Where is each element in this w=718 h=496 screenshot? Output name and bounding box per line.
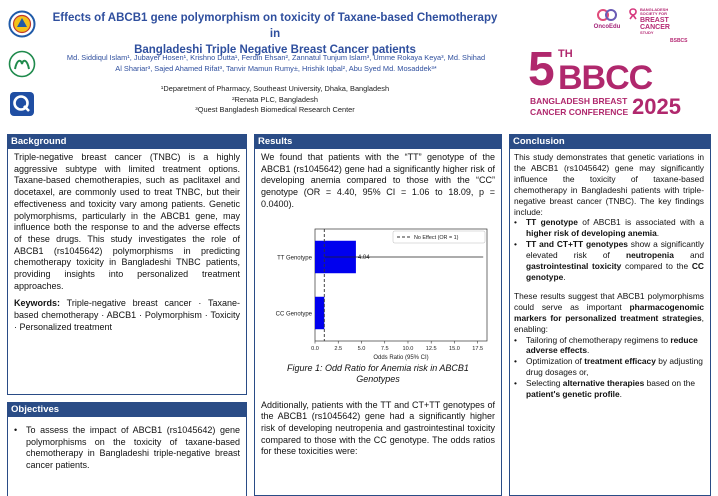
- sponsor-bscs: [640, 8, 698, 36]
- renata-logo-icon: [8, 50, 36, 78]
- objective-text: To assess the impact of ABCB1 (rs1045642) gene polymorphisms on the toxicity of taxane-based chemotherapy in Bangladeshi triple-negative breast cancer patients.: [26, 425, 240, 471]
- conference-subtitle: BANGLADESH BREAST: [530, 96, 628, 106]
- list-item: [514, 378, 704, 400]
- emphasis: pharmacogenomic markers for personalized treatment strategies: [514, 301, 704, 323]
- bullet-icon: •: [514, 239, 517, 250]
- affiliations: [60, 84, 490, 116]
- university-logo-icon: [8, 10, 36, 38]
- emphasis: treatment efficacy: [584, 356, 656, 367]
- emphasis: CC genotype: [526, 261, 704, 282]
- text-run: .: [563, 271, 566, 282]
- background-section: [7, 149, 247, 395]
- enable-text: [526, 356, 704, 378]
- sponsor-text: SOCIETY FOR: [640, 11, 668, 17]
- text-run: and: [673, 250, 704, 261]
- conference-acronym: BBCC: [558, 59, 653, 97]
- sponsor-text: BANGLADESH: [640, 7, 669, 12]
- conclusion-heading: Conclusion: [509, 134, 711, 149]
- objectives-heading: Objectives: [7, 402, 247, 417]
- text-run: These results suggest that ABCB1 polymorphisms could serve as important: [514, 290, 704, 312]
- x-tick-label: 2.5: [334, 345, 343, 352]
- conference-subtitle: CANCER CONFERENCE: [530, 107, 629, 117]
- list-item: [14, 425, 240, 472]
- list-item: [514, 239, 704, 283]
- text-run: of ABCB1 is associated with a: [577, 217, 704, 228]
- title-line: Bangladeshi Triple Negative Breast Cancer patients: [134, 44, 416, 56]
- finding-text: [526, 217, 704, 239]
- conclusion-section: [509, 149, 711, 496]
- odds-ratio-chart: [265, 221, 495, 361]
- results-paragraph: Additionally, patients with the TT and CT+TT genotypes of the ABCB1 (rs1045642) gene had a significantly higher risk of developing neutropenia and gastrointestinal toxicity compared to those with the CC genotype. The odds ratios for these toxicities were:: [261, 399, 495, 457]
- enable-text: [526, 335, 704, 357]
- author-line: Al Shariar³, Sajed Ahamed Rifat³, Tanvir Mamun Rumy±, Hrishik Iqbal², Abu Syed Md. Mosaddek³*: [115, 64, 437, 73]
- results-paragraph: We found that patients with the “TT” genotype of the ABCB1 (rs1045642) gene had a significantly higher risk of developing anemia compared to those with the “CC” genotype (OR = 4.40, 95% CI = 1.06 to 18.09, p = 0.0400).: [261, 152, 495, 209]
- chart-bar: [315, 296, 324, 328]
- poster-title: [50, 10, 500, 58]
- bullet-icon: •: [14, 425, 18, 435]
- caption-line: Genotypes: [356, 374, 400, 385]
- background-heading: Background: [7, 134, 247, 149]
- finding-text: [526, 239, 704, 283]
- text-run: compared to the: [621, 261, 692, 272]
- quest-logo-icon: [8, 90, 36, 118]
- text-run: by adjusting drug dosages or,: [526, 356, 703, 378]
- affiliation-item: ³Quest Bangladesh Biomedical Research Center: [195, 105, 355, 114]
- x-tick-label: 10.0: [402, 345, 414, 352]
- x-tick-label: 17.5: [472, 345, 484, 352]
- text-run: , enabling:: [514, 312, 704, 334]
- bbcc-logo: [528, 43, 708, 98]
- text-run: based on the: [644, 378, 696, 389]
- sponsor-abbr: BSBCS: [670, 38, 688, 44]
- oncoedu-logo-icon: [596, 8, 618, 22]
- caption-line: Figure 1: Odd Ratio for Anemia risk in ABCB1: [287, 362, 469, 373]
- bullet-icon: •: [514, 334, 517, 345]
- figure-caption: [261, 363, 495, 386]
- emphasis: neutropenia: [625, 250, 674, 261]
- y-tick-label: CC Genotype: [275, 311, 312, 318]
- bar-data-label: 4.04: [357, 254, 370, 261]
- author-list: [46, 52, 506, 74]
- conclusion-suggestion: [514, 291, 704, 335]
- x-axis-label: Odds Ratio (95% CI): [373, 354, 429, 361]
- emphasis: TT genotype: [526, 217, 578, 228]
- text-run: Selecting: [526, 378, 563, 389]
- results-section: [254, 149, 502, 496]
- x-tick-label: 12.5: [425, 345, 437, 352]
- x-tick-label: 15.0: [449, 345, 460, 352]
- list-item: [514, 356, 704, 378]
- text-run: .: [587, 345, 590, 356]
- text-run: Optimization of: [526, 356, 585, 367]
- emphasis: higher risk of developing anemia: [526, 228, 657, 239]
- emphasis: alternative therapies: [562, 378, 645, 389]
- sponsor-text: CANCER: [640, 24, 670, 32]
- pink-ribbon-icon: [628, 8, 638, 20]
- middle-column: [254, 134, 502, 496]
- text-run: show a significantly elevated risk of: [526, 239, 704, 261]
- emphasis: reduce adverse effects: [526, 334, 698, 356]
- text-run: .: [619, 389, 622, 400]
- sponsor-oncoedu: OncoEdu: [593, 24, 621, 30]
- enable-text: [526, 378, 704, 400]
- keywords: [14, 298, 240, 333]
- sponsor-text: STUDY: [640, 30, 654, 36]
- y-tick-label: TT Genotype: [277, 255, 312, 262]
- conference-branding: [528, 8, 708, 126]
- emphasis: gastrointestinal toxicity: [526, 261, 622, 272]
- edition-suffix: TH: [558, 48, 573, 60]
- conclusion-intro: This study demonstrates that genetic variations in the ABCB1 (rs1045642) gene may significantly influence the toxicity of taxane-based chemotherapy in Bangladeshi patients with triple-negative breast cancer (TNBC). The key findings include:: [514, 152, 704, 217]
- emphasis: TT and CT+TT genotypes: [526, 239, 628, 250]
- emphasis: patient's genetic profile: [526, 389, 620, 400]
- keywords-label: Keywords:: [14, 298, 61, 309]
- x-tick-label: 0.0: [311, 345, 319, 352]
- text-run: .: [656, 228, 660, 239]
- list-item: [514, 335, 704, 357]
- affiliation-item: ¹Deparetment of Pharmacy, Southeast University, Dhaka, Bangladesh: [160, 84, 390, 93]
- affiliation-item: ²Renata PLC, Bangladesh: [232, 94, 318, 104]
- x-tick-label: 7.5: [380, 345, 389, 352]
- title-line: Effects of ABCB1 gene polymorphism on toxicity of Taxane-based Chemotherapy in: [52, 12, 498, 40]
- legend-label: No Effect (OR = 1): [414, 234, 459, 241]
- background-text: Triple-negative breast cancer (TNBC) is a highly aggressive subtype with limited treatment options. Taxane-based chemotherapies, such as paclitaxel and docetaxel, are commonly used to treat TNBC, but their effectiveness and toxicity vary among patients. Genetic polymorphisms, particularly in the ABCB1 gene, may influence both the response to and the adverse effects of these drugs. This study investigates the role of ABCB1 (rs1045642) polymorphisms in predicting chemotherapy toxicity in Bangladeshi TNBC patients, providing insights into personalized treatment approaches.: [14, 152, 240, 291]
- keywords-text: Triple-negative breast cancer · Taxane-based chemotherapy · ABCB1 · Polymorphism · Toxicity · Personalized treatment: [14, 298, 240, 332]
- results-heading: Results: [254, 134, 502, 149]
- text-run: Tailoring of chemotherapy regimens to: [526, 334, 671, 345]
- author-line: Md. Siddiqul Islam¹, Jubayer Hosen¹, Krishno Dutta¹, Ferdin Ehsan², Zannatul Tunjum Islam³, Umme Rokaya Keya³, Md. Shihad: [66, 53, 486, 62]
- edition-number: 5: [528, 43, 555, 96]
- objectives-section: [7, 417, 247, 496]
- left-column: [7, 134, 247, 496]
- bullet-icon: •: [514, 356, 517, 367]
- right-column: [509, 134, 711, 496]
- conference-year: 2025: [632, 94, 681, 119]
- sponsor-text: BREAST: [640, 16, 669, 24]
- list-item: [514, 217, 704, 239]
- x-tick-label: 5.0: [357, 345, 366, 352]
- bullet-icon: •: [514, 378, 517, 389]
- bullet-icon: •: [514, 217, 517, 228]
- poster-header: [0, 0, 718, 131]
